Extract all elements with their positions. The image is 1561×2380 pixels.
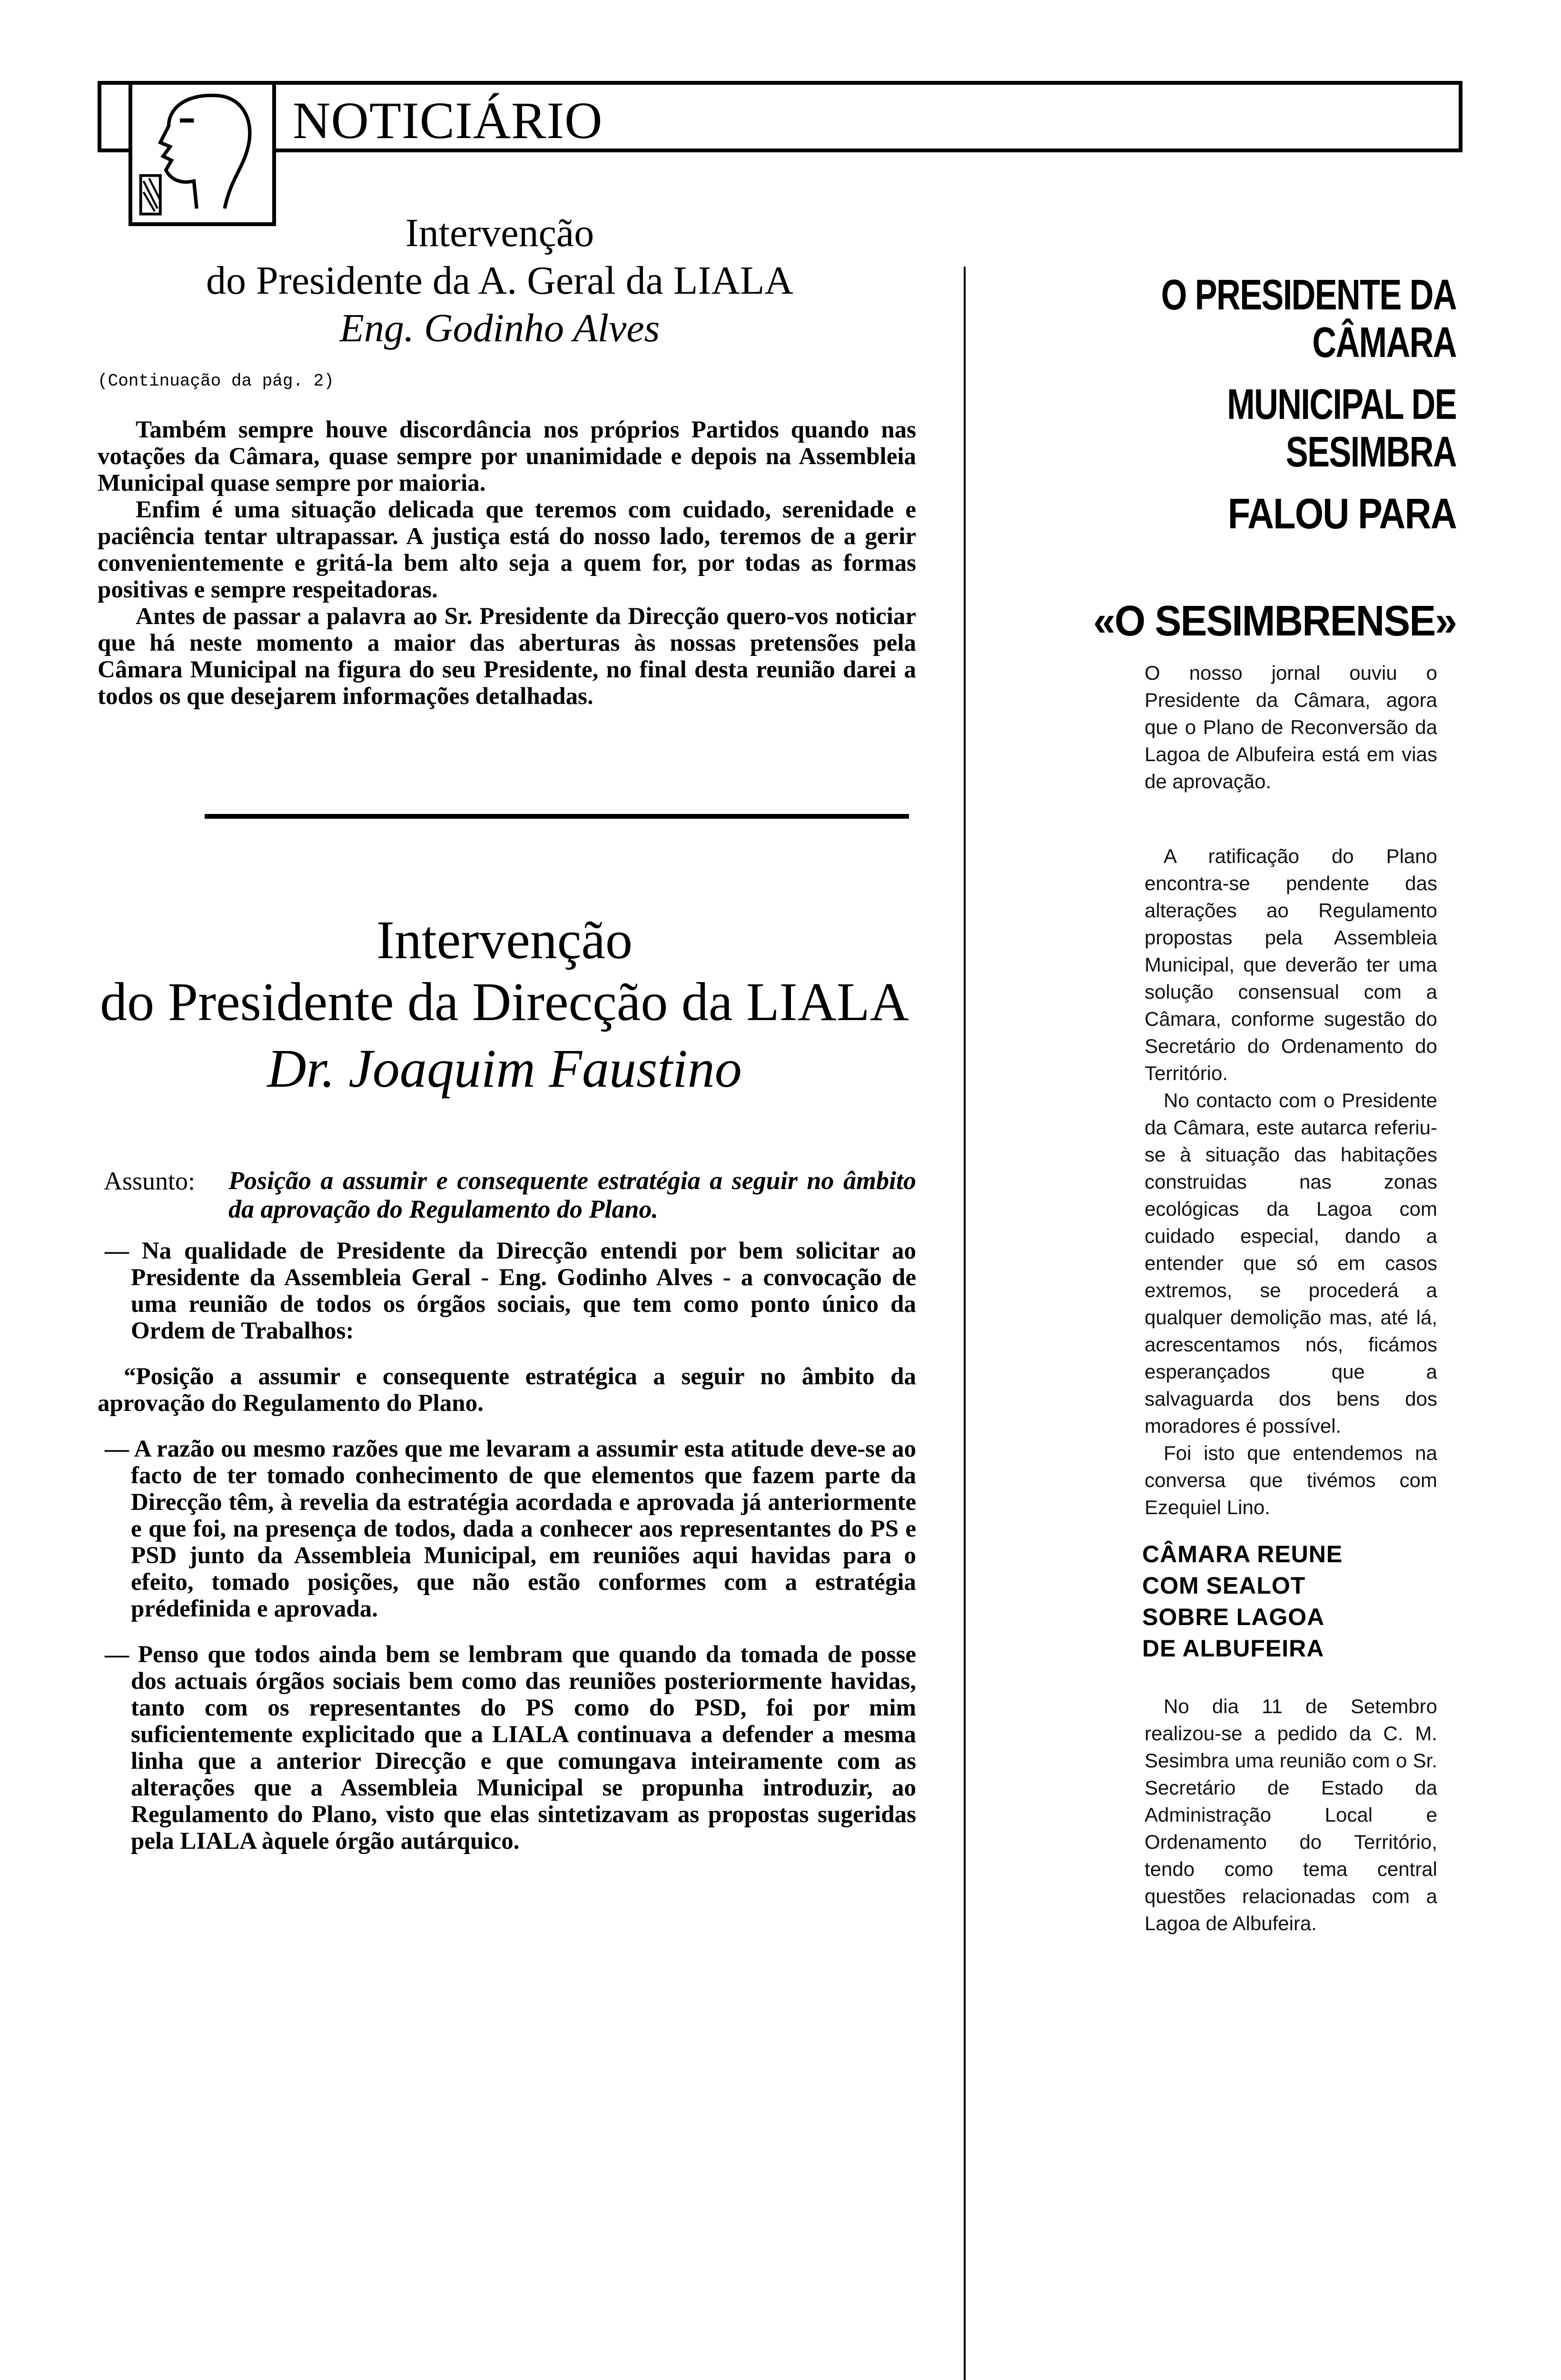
article1-paragraph: Antes de passar a palavra ao Sr. Presidente da Direcção quero-vos noticiar que há neste momento a maior das aberturas às nossas pretensões pela Câmara Municipal na figura do seu Presidente, no final desta reunião darei a todos os que desejarem informações detalhadas. [98, 603, 916, 710]
article2-paragraph: — Penso que todos ainda bem se lembram que quando da tomada de posse dos actuais órgãos sociais bem como das reuniões posteriormente havidas, tanto com os representantes do PS como do PSD, foi por mim suficientemente explicitado que a LIALA continuava a defender a mesma linha que a anterior Direcção e que comungava inteiramente com as alterações que a Assembleia Municipal se propunha introduzir, ao Regulamento do Plano, visto que elas sintetizavam as propostas sugeridas pela LIALA àquele órgão autárquico. [105, 1641, 916, 1854]
sidebar-subheadline-line: SOBRE LAGOA [1142, 1604, 1325, 1630]
sidebar-headline-line4: «O SESIMBRENSE» [1093, 597, 1456, 645]
article1-paragraph: Enfim é uma situação delicada que teremos com cuidado, serenidade e paciência tentar ultrapassar. A justiça está do nosso lado, teremos de a gerir convenientemente e gritá-la bem alto seja a quem for, por todas as formas positivas e sempre respeitadoras. [98, 496, 916, 603]
sidebar-subheadline-line: CÂMARA REUNE [1142, 1541, 1343, 1567]
article1-title-line2: do Presidente da A. Geral da LIALA [206, 258, 793, 303]
article-divider [205, 814, 909, 819]
sidebar-paragraph: No dia 11 de Setembro realizou-se a pedido da C. M. Sesimbra uma reunião com o Sr. Secretário de Estado da Administração Local e Ordenamento do Território, tendo como tema central questões relacionadas com a Lagoa de Albufeira. [1145, 1695, 1437, 1934]
article1-paragraph: Também sempre houve discordância nos próprios Partidos quando nas votações da Câmara, quase sempre por unanimidade e depois na Assembleia Municipal quase sempre por maioria. [98, 416, 916, 496]
subject-text: Posição a assumir e consequente estratégia a seguir no âmbito da aprovação do Regulamento do Plano. [228, 1166, 916, 1223]
sidebar-paragraph: Foi isto que entendemos na conversa que tivémos com Ezequiel Lino. [1145, 1442, 1437, 1518]
article1-body [98, 416, 916, 710]
sidebar-subheadline-line: COM SEALOT [1142, 1572, 1306, 1599]
article2-title-line2: do Presidente da Direcção da LIALA [100, 972, 909, 1032]
profile-head-logo-icon [132, 85, 272, 222]
article2-title-line1: Intervenção [376, 910, 632, 970]
sidebar-headline-line2: MUNICIPAL DE SESIMBRA [1227, 381, 1456, 476]
section-title: NOTICIÁRIO [293, 91, 603, 149]
article2-paragraph: — Na qualidade de Presidente da Direcção entendi por bem solicitar ao Presidente da Assembleia Geral - Eng. Godinho Alves - a convocação de uma reunião de todos os órgãos sociais, que tem como ponto único da Ordem de Trabalhos: [105, 1238, 916, 1344]
article2-author: Dr. Joaquim Faustino [267, 1038, 742, 1099]
sidebar-body-2 [1145, 1693, 1437, 1937]
section-logo [128, 81, 276, 226]
subject-label: Assunto: [104, 1167, 196, 1195]
column-rule [964, 267, 966, 2380]
sidebar-headline-line1: O PRESIDENTE DA CÂMARA [1161, 271, 1456, 367]
sidebar-intro: O nosso jornal ouviu o Presidente da Câmara, agora que o Plano de Reconversão da Lagoa de Albufeira está em vias de aprovação. [1145, 662, 1437, 793]
sidebar-paragraph: A ratificação do Plano encontra-se pendente das alterações ao Regulamento propostas pela Assembleia Municipal, que deverão ter uma solução consensual com a Câmara, conforme sugestão do Secretário do Ordenamento do Território. [1145, 845, 1437, 1084]
sidebar-subheadline [1142, 1538, 1343, 1664]
sidebar-headline-line3: FALOU PARA [1227, 490, 1456, 538]
article1-continuation-note: (Continuação da pág. 2) [98, 371, 334, 391]
sidebar-body [1145, 843, 1437, 1521]
article2-paragraph: — A razão ou mesmo razões que me levaram a assumir esta atitude deve-se ao facto de ter tomado conhecimento de que elementos que fazem parte da Direcção têm, à revelia da estratégia acordada e aprovada já anteriormente e que foi, na presença de todos, dada a conhecer aos representantes do PS e PSD junto da Assembleia Municipal, em reuniões aqui havidas para o efeito, tomado posições, que não estão conformes com a estratégia prédefinida e aprovada. [105, 1436, 916, 1622]
article1-author: Eng. Godinho Alves [339, 306, 660, 350]
sidebar-paragraph: No contacto com o Presidente da Câmara, este autarca referiu-se à situação das habitações construidas nas zonas ecológicas da Lagoa com cuidado especial, dando a entender que só em casos extremos, se procederá a qualquer demolição mas, até lá, acrescentamos nós, ficámos esperançados que a salvaguarda dos bens dos moradores é possível. [1145, 1089, 1437, 1437]
sidebar-subheadline-line: DE ALBUFEIRA [1142, 1635, 1324, 1662]
article1-title-line1: Intervenção [405, 211, 594, 255]
article2-quote: “Posição a assumir e consequente estratégica a seguir no âmbito da aprovação do Regulamento do Plano. [98, 1363, 916, 1417]
article2-body [98, 1238, 916, 1874]
